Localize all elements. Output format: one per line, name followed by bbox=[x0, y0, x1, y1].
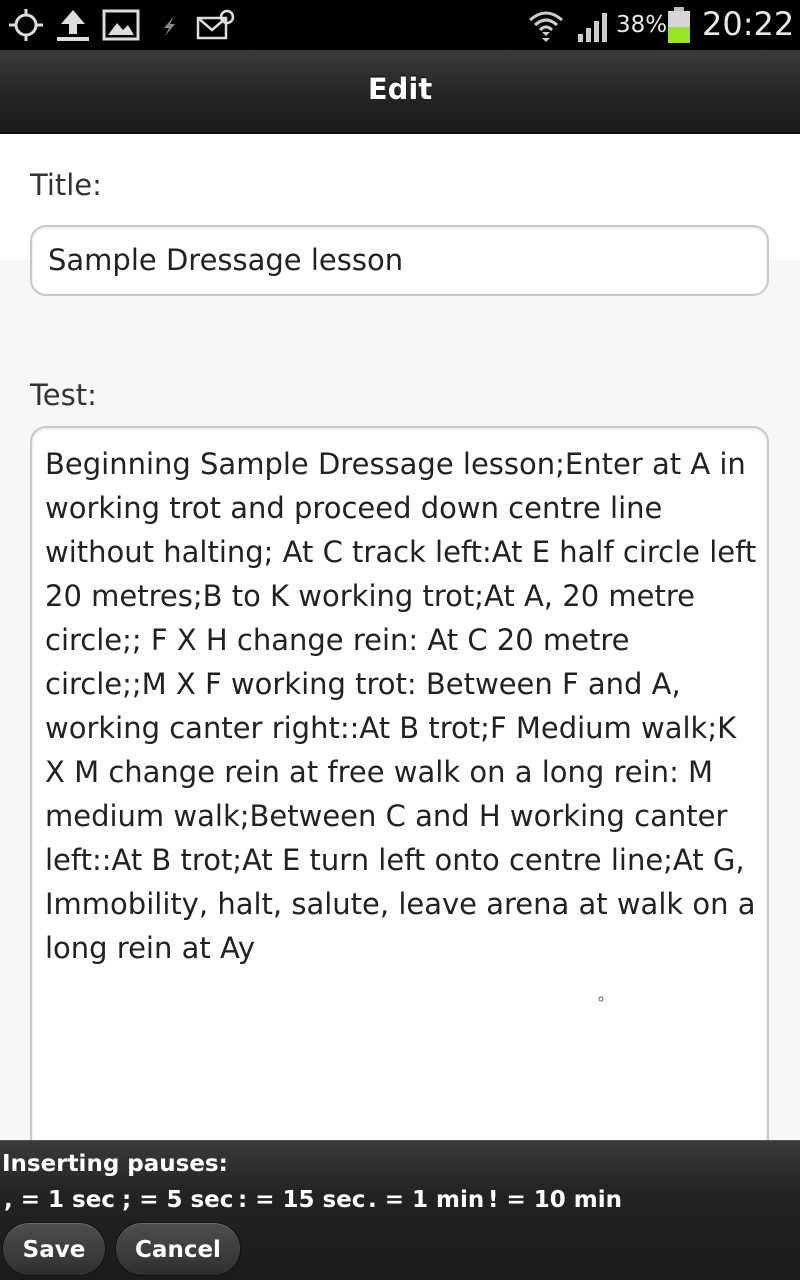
email-icon bbox=[196, 8, 236, 42]
pause-semicolon: ; = 5 sec bbox=[122, 1187, 234, 1213]
title-input[interactable]: Sample Dressage lesson bbox=[30, 225, 769, 296]
battery-percent: 38% bbox=[616, 12, 668, 38]
wifi-icon bbox=[526, 8, 566, 42]
header-bar bbox=[0, 50, 800, 134]
gps-icon bbox=[6, 8, 46, 42]
gallery-icon bbox=[102, 8, 140, 42]
upload-icon bbox=[54, 8, 92, 42]
pause-period: . = 1 min bbox=[368, 1187, 485, 1213]
signal-icon bbox=[576, 8, 612, 42]
clock: 20:22 bbox=[702, 5, 795, 43]
usb-icon bbox=[156, 8, 182, 42]
pause-comma: , = 1 sec bbox=[4, 1187, 115, 1213]
test-textarea[interactable]: Beginning Sample Dressage lesson;Enter at A in working trot and proceed down centre line without halting; At C track left:At E half circle left 20 metres;B to K working trot;At A, 20 metre circle;; F X H change rein: At C 20 metre circle;;M X F working trot: Between F and A, working canter right::At B trot;F Medium walk;K X M change rein at free walk on a long rein: M medium walk;Between C and H working canter left::At B trot;At E turn left onto centre line;At G, Immobility, halt, salute, leave arena at walk on a long rein at Ay bbox=[30, 426, 769, 1166]
battery-icon bbox=[666, 6, 692, 44]
save-button[interactable]: Save bbox=[2, 1222, 106, 1276]
title-label: Title: bbox=[30, 168, 102, 202]
pauses-title: Inserting pauses: bbox=[2, 1151, 228, 1177]
page-title: Edit bbox=[367, 72, 433, 106]
text-cursor-handle-icon[interactable] bbox=[598, 996, 604, 1002]
status-bar bbox=[0, 0, 800, 50]
test-label: Test: bbox=[30, 378, 97, 412]
cancel-button[interactable]: Cancel bbox=[115, 1222, 241, 1276]
pause-exclamation: ! = 10 min bbox=[488, 1187, 623, 1213]
pause-colon: : = 15 sec bbox=[238, 1187, 366, 1213]
